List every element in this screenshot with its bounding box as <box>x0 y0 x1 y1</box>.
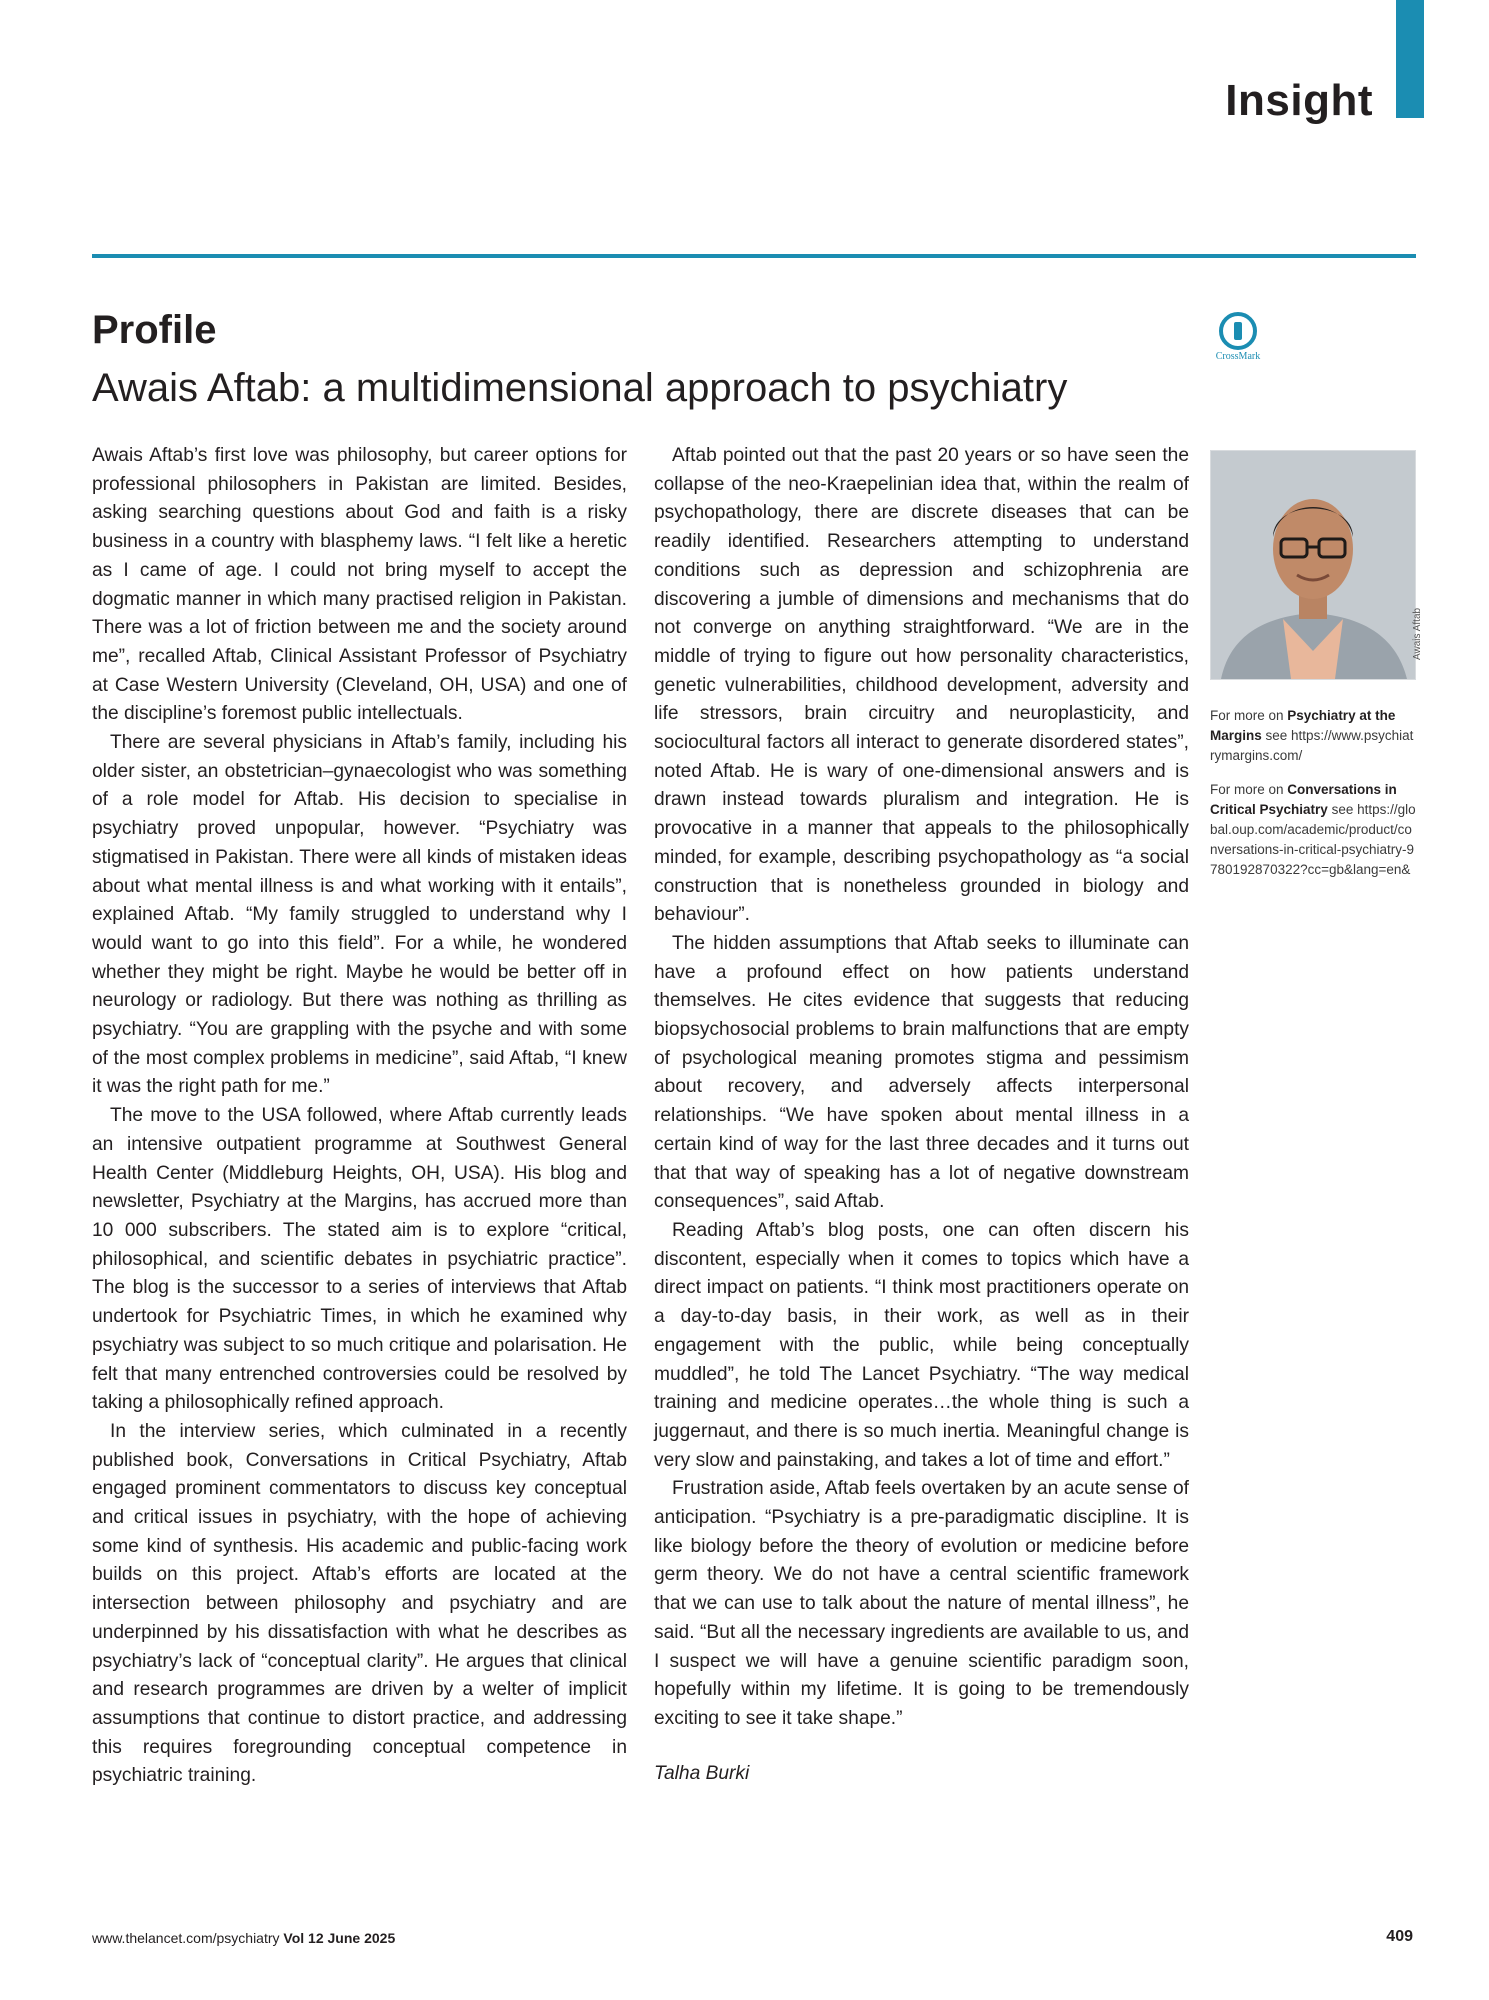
paragraph: Aftab pointed out that the past 20 years or so have seen the collapse of the neo-Kraepelinian idea that, within the realm of psychopathology, there are discrete diseases that can be readily identified. Researchers attempting to understand conditions such as depression and schizophrenia are discovering a jumble of dimensions and mechanisms that do not converge on anything straightforward. “We are in the middle of trying to figure out how personality characteristics, genetic vulnerabilities, childhood development, adversity and life stressors, brain circuitry and neuroplasticity, and sociocultural factors all interact to generate disordered states”, noted Aftab. He is wary of one-dimensional answers and is drawn instead towards pluralism and integration. He is provocative in a manner that appeals to the philosophically minded, for example, describing psychopathology as “a social construction that is nonetheless grounded in biology and behaviour”. <box>654 445 1189 926</box>
photo-credit: Awais Aftab <box>1412 607 1423 660</box>
crossmark-icon <box>1219 312 1257 350</box>
sidenote-book <box>1210 780 1416 880</box>
sidenote-see: see <box>1261 728 1292 743</box>
sidenote-prefix: For more on <box>1210 708 1288 723</box>
paragraph: The hidden assumptions that Aftab seeks to illuminate can have a profound effect on how patients understand themselves. He cites evidence that suggests that reducing biopsychosocial problems to brain malfunctions that are empty of psychological meaning promotes stigma and pessimism about recovery, and adversely affects interpersonal relationships. “We have spoken about mental illness in a certain kind of way for the last three decades and it turns out that that way of speaking has a lot of negative downstream consequences”, said Aftab. <box>654 932 1189 1213</box>
paragraph: Reading Aftab’s blog posts, one can often discern his discontent, especially when it comes to topics which have a direct impact on patients. “I think most practitioners operate on a day-to-day basis, in their work, as well as in their engagement with the public, while being conceptually muddled”, he told The Lancet Psychiatry. “The way medical training and medicine operates…the whole thing is such a juggernaut, and there is so much inertia. Meaningful change is very slow and painstaking, and takes a lot of time and effort.” <box>654 1219 1189 1471</box>
section-label: Insight <box>1225 76 1373 125</box>
sidenote-see: see <box>1327 802 1358 817</box>
journal-volume: Vol 12 <box>283 1930 324 1946</box>
paragraph: In the interview series, which culminated in a recently published book, Conversations in Critical Psychiatry, Aftab engaged prominent commentators to discuss key conceptual and critical issues in psychiatry, with the hope of achieving some kind of synthesis. His academic and public-facing work builds on this project. Aftab’s efforts are located at the intersection between philosophy and psychiatry and are underpinned by his dissatisfaction with what he describes as psychiatry’s lack of “conceptual clarity”. He argues that clinical and research programmes are driven by a welter of implicit assumptions that continue to distort practice, and addressing this requires foregrounding conceptual competence in psychiatric training. <box>92 1420 627 1787</box>
blog-link[interactable]: https://www.psychiatrymargins.com/ <box>1210 728 1414 763</box>
portrait-illustration <box>1211 451 1415 679</box>
paragraph: There are several physicians in Aftab’s family, including his older sister, an obstetrician–gynaecologist who was something of a role model for Aftab. His decision to specialise in psychiatry proved unpopular, however. “Psychiatry was stigmatised in Pakistan. There were all kinds of mistaken ideas about what mental illness is and what working with it entails”, explained Aftab. “My family struggled to understand why I would want to go into this field”. For a while, he wondered whether they might be right. Maybe he would be better off in neurology or radiology. But there was nothing as thrilling as psychiatry. “You are grappling with the psyche and with some of the most complex problems in medicine”, said Aftab, “I knew it was the right path for me.” <box>92 732 627 1098</box>
paragraph: The move to the USA followed, where Aftab currently leads an intensive outpatient programme at Southwest General Health Center (Middleburg Heights, OH, USA). His blog and newsletter, Psychiatry at the Margins, has accrued more than 10 000 subscribers. The stated aim is to explore “critical, philosophical, and scientific debates in psychiatric practice”. The blog is the successor to a series of interviews that Aftab undertook for Psychiatric Times, in which he examined why psychiatry was subject to so much critique and polarisation. He felt that many entrenched controversies could be resolved by taking a philosophically refined approach. <box>92 1105 627 1414</box>
section-tab-marker <box>1396 0 1424 118</box>
header-divider <box>92 254 1416 258</box>
book-link[interactable]: https://global.oup.com/academic/product/conversations-in-critical-psychiatry-9780192870322?cc=gb&lang=en& <box>1210 802 1416 877</box>
footer-citation <box>92 1930 395 1946</box>
journal-url[interactable]: www.thelancet.com/psychiatry <box>92 1930 280 1946</box>
author-signature: Talha Burki <box>654 1762 750 1784</box>
issue-date: June 2025 <box>327 1930 396 1946</box>
crossmark-label: CrossMark <box>1215 351 1261 362</box>
sidenote-prefix: For more on <box>1210 782 1288 797</box>
crossmark-badge[interactable] <box>1212 312 1264 362</box>
portrait-photo <box>1210 450 1416 680</box>
paragraph: Frustration aside, Aftab feels overtaken by an acute sense of anticipation. “Psychiatry is a pre-paradigmatic discipline. It is like biology before the theory of evolution or medicine before germ theory. We do not have a central scientific framework that we can use to talk about the nature of mental illness”, he said. “But all the necessary ingredients are available to us, and I suspect we will have a genuine scientific paradigm soon, hopefully within my lifetime. It is going to be tremendously exciting to see it take shape.” <box>654 1478 1189 1729</box>
paragraph: Awais Aftab’s first love was philosophy, but career options for professional philosophers in Pakistan are limited. Besides, asking searching questions about God and faith is a risky business in a country with blasphemy laws. “I felt like a heretic as I came of age. I could not bring myself to accept the dogmatic manner in which many practised religion in Pakistan. There was a lot of friction between me and the society around me”, recalled Aftab, Clinical Assistant Professor of Psychiatry at Case Western University (Cleveland, OH, USA) and one of the discipline’s foremost public intellectuals. <box>92 445 627 725</box>
article-title: Awais Aftab: a multidimensional approach to psychiatry <box>92 366 1068 410</box>
article-column-right <box>654 442 1189 1788</box>
sidenote-title: Psychiatry at the Margins <box>1210 708 1396 743</box>
sidenote-blog <box>1210 706 1416 766</box>
sidenote-title: Conversations in Critical Psychiatry <box>1210 782 1397 817</box>
article-kicker: Profile <box>92 308 217 352</box>
page-number: 409 <box>1386 1928 1413 1945</box>
article-column-left <box>92 442 627 1791</box>
